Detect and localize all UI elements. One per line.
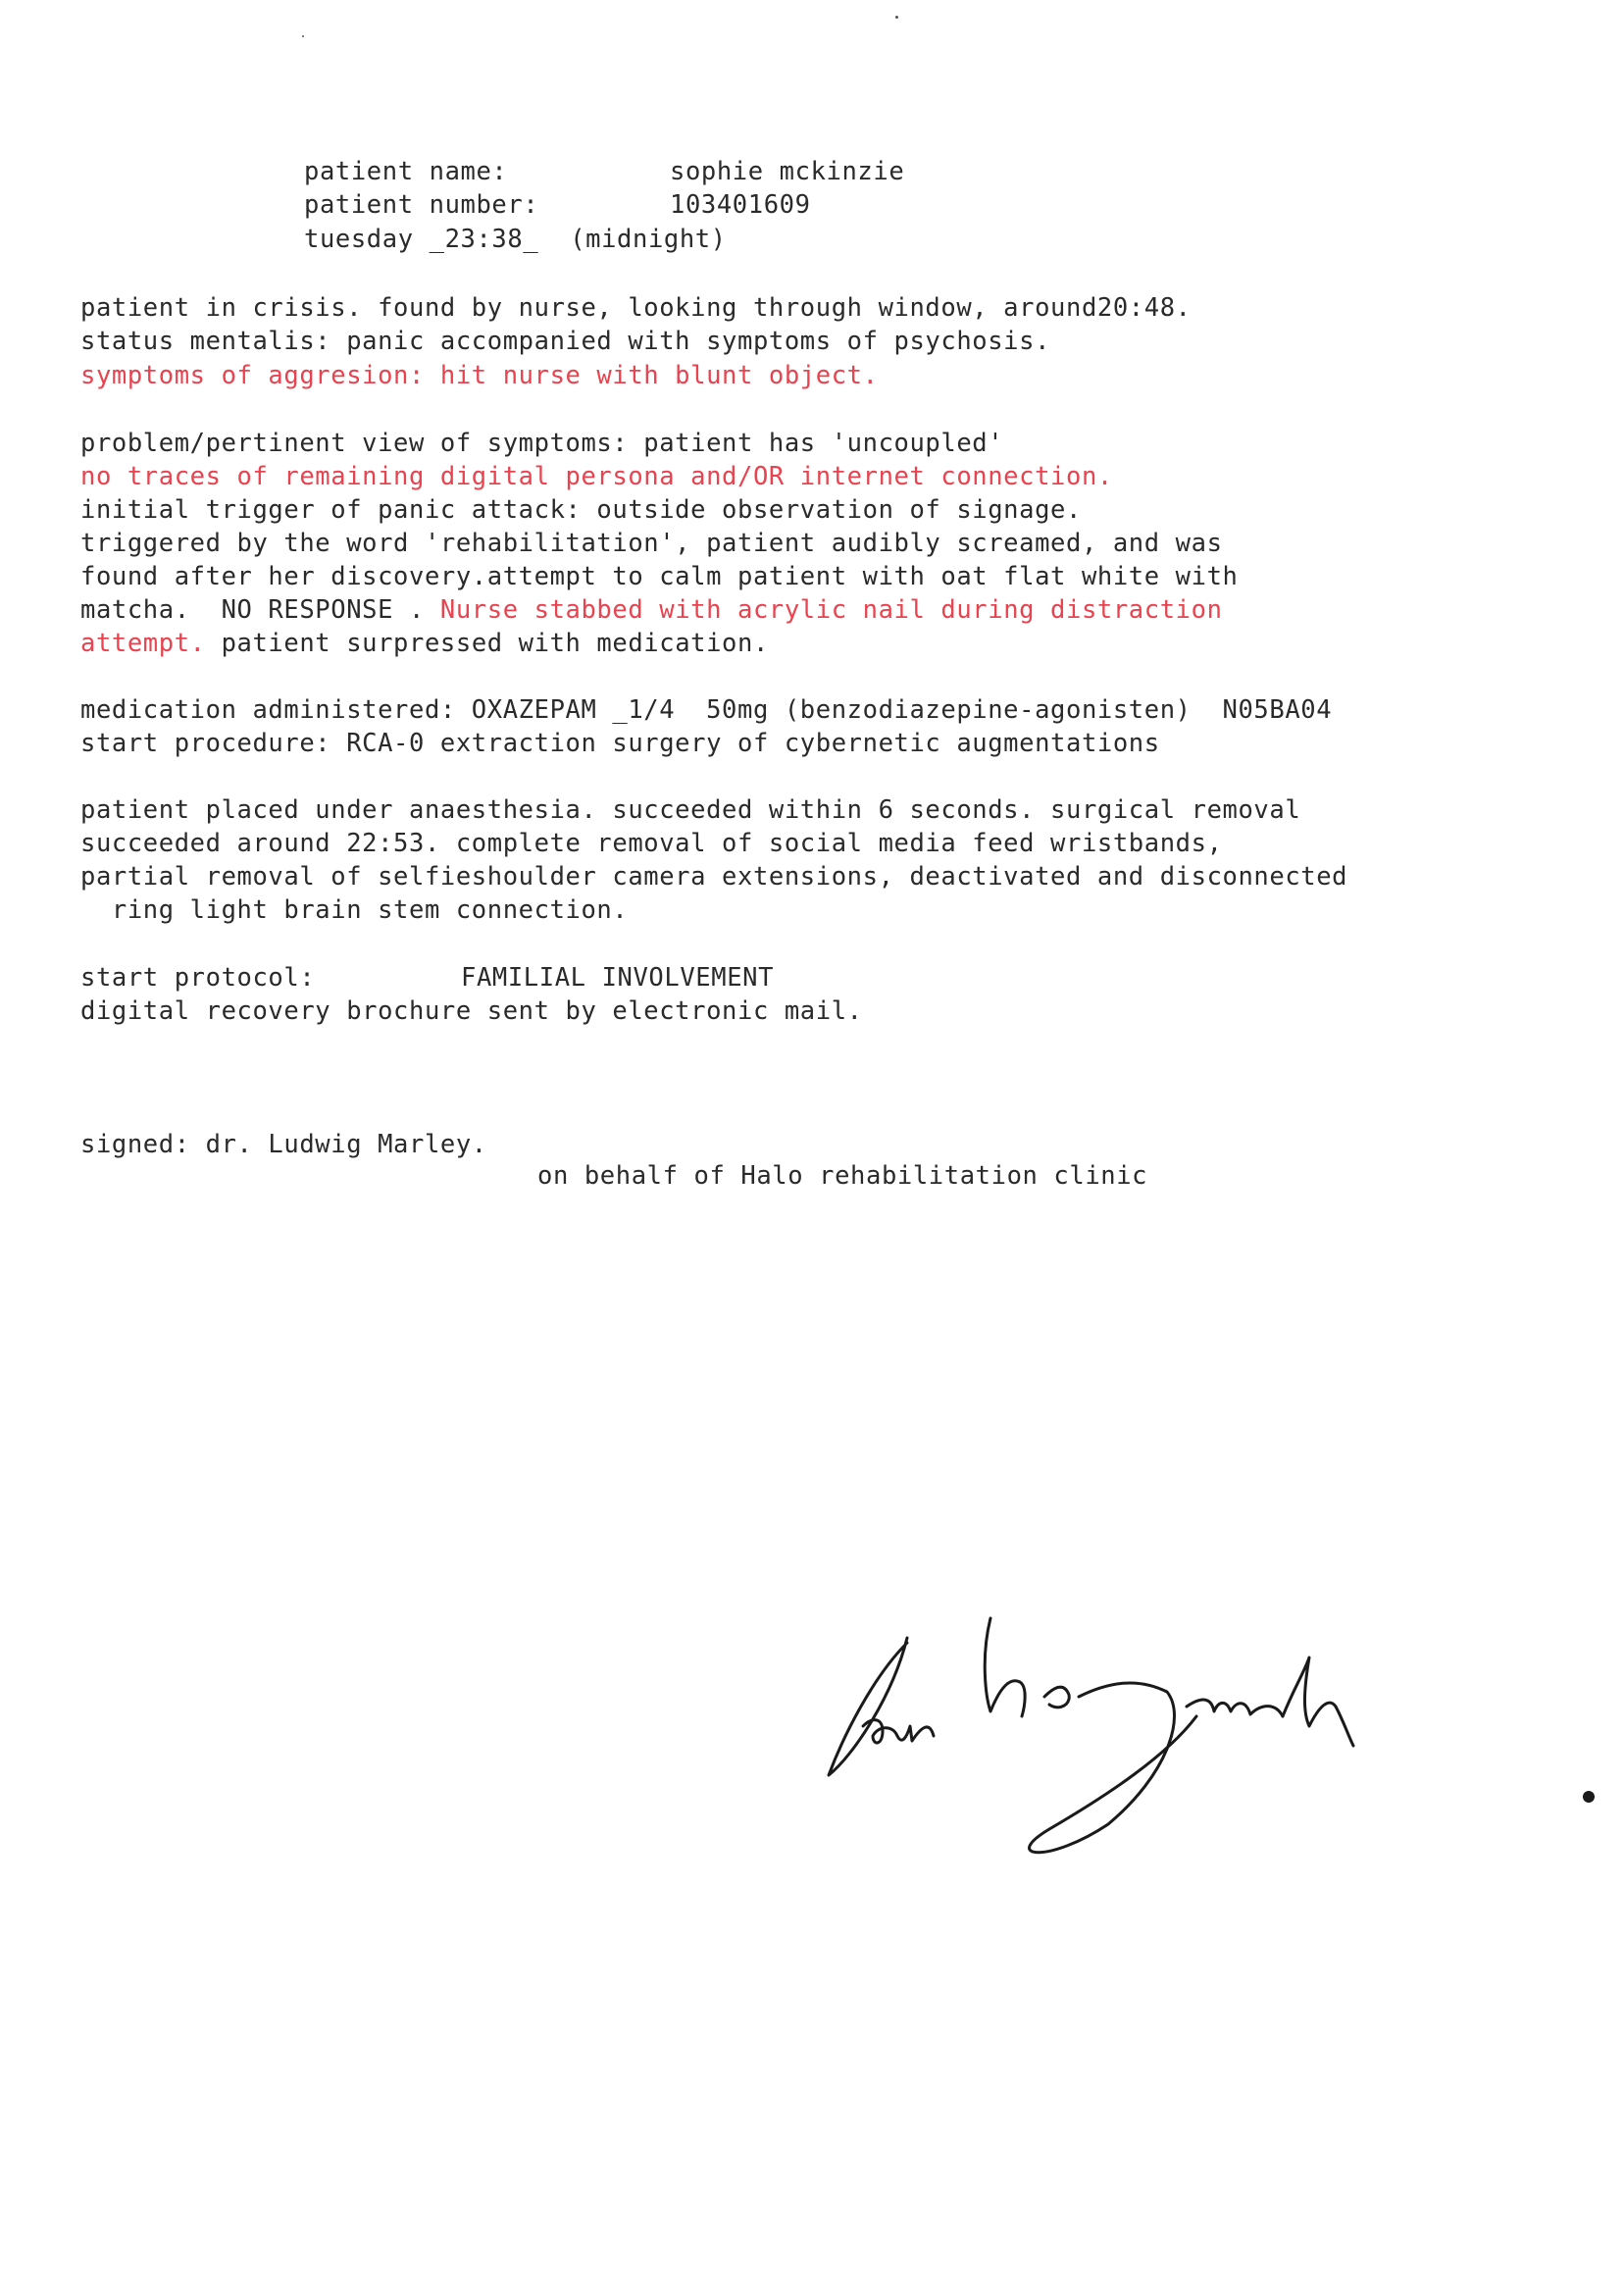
patient-number-value: 103401609 — [670, 190, 811, 220]
problem-line-7-part-b: patient surpressed with medication. — [205, 629, 769, 658]
signature-dot — [1583, 1791, 1595, 1803]
behalf-line: on behalf of Halo rehabilitation clinic — [537, 1161, 1148, 1191]
signed-line: signed: dr. Ludwig Marley. — [80, 1130, 487, 1159]
patient-name-value: sophie mckinzie — [670, 157, 905, 186]
medication-line-2: start procedure: RCA-0 extraction surgery of cybernetic augmentations — [80, 729, 1160, 758]
problem-line-6-part-a: matcha. NO RESPONSE . — [80, 595, 440, 625]
surgery-line-4: ring light brain stem connection. — [80, 895, 629, 925]
handwritten-signature — [814, 1589, 1599, 1883]
problem-line-6 — [80, 593, 1223, 627]
problem-line-7-part-a: attempt. — [80, 629, 206, 658]
scan-speck — [302, 35, 304, 37]
surgery-line-1: patient placed under anaesthesia. succeeded within 6 seconds. surgical removal — [80, 795, 1301, 825]
time-line: tuesday _23:38_ (midnight) — [304, 225, 727, 254]
problem-line-4: triggered by the word 'rehabilitation', patient audibly screamed, and was — [80, 529, 1223, 558]
medication-line-1: medication administered: OXAZEPAM _1/4 50mg (benzodiazepine-agonisten) N05BA04 — [80, 695, 1333, 725]
protocol-label: start protocol: — [80, 963, 316, 993]
problem-line-3: initial trigger of panic attack: outside observation of signage. — [80, 495, 1082, 525]
crisis-line-2: status mentalis: panic accompanied with symptoms of psychosis. — [80, 327, 1051, 356]
surgery-line-3: partial removal of selfieshoulder camera extensions, deactivated and disconnected — [80, 862, 1348, 892]
problem-line-6-part-b: Nurse stabbed with acrylic nail during distraction — [439, 595, 1223, 625]
crisis-line-3: symptoms of aggresion: hit nurse with blunt object. — [80, 361, 879, 390]
problem-line-1: problem/pertinent view of symptoms: patient has 'uncoupled' — [80, 429, 1004, 458]
protocol-value: FAMILIAL INVOLVEMENT — [461, 963, 775, 993]
protocol-line-2: digital recovery brochure sent by electronic mail. — [80, 996, 863, 1026]
problem-line-7 — [80, 627, 769, 660]
problem-line-2: no traces of remaining digital persona and/OR internet connection. — [80, 462, 1113, 491]
patient-number-label: patient number: — [304, 190, 539, 220]
problem-line-5: found after her discovery.attempt to calm patient with oat flat white with — [80, 562, 1239, 591]
patient-name-label: patient name: — [304, 157, 508, 186]
scan-speck — [895, 16, 898, 19]
surgery-line-2: succeeded around 22:53. complete removal of social media feed wristbands, — [80, 829, 1223, 858]
crisis-line-1: patient in crisis. found by nurse, looking through window, around20:48. — [80, 293, 1192, 323]
